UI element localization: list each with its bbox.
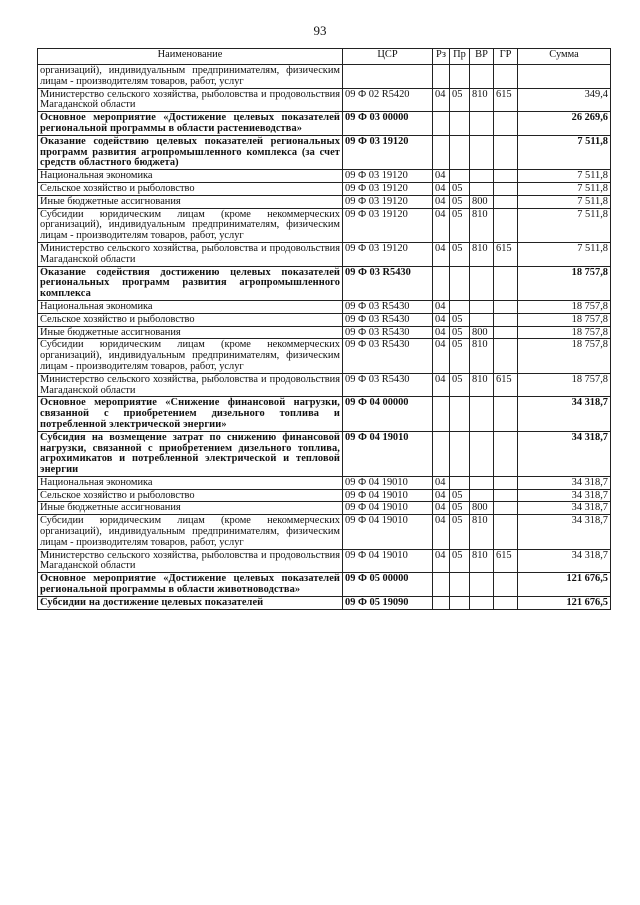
cell-sum: 34 318,7 xyxy=(518,549,611,573)
cell-rz xyxy=(433,266,450,300)
cell-name: Министерство сельского хозяйства, рыболовства и продовольствия Магаданской области xyxy=(38,88,343,112)
cell-csr: 09 Ф 03 R5430 xyxy=(343,339,433,373)
cell-name: Субсидии юридическим лицам (кроме некоммерческих организаций), индивидуальным предпринимателям, физическим лицам - производителям товаров, работ, услуг xyxy=(38,339,343,373)
cell-pr xyxy=(450,476,470,489)
cell-sum: 7 511,8 xyxy=(518,242,611,266)
cell-vr xyxy=(470,170,494,183)
cell-rz xyxy=(433,431,450,476)
cell-pr: 05 xyxy=(450,339,470,373)
cell-csr xyxy=(343,65,433,89)
cell-rz: 04 xyxy=(433,326,450,339)
cell-vr: 810 xyxy=(470,373,494,397)
cell-gr xyxy=(494,313,518,326)
cell-name: Иные бюджетные ассигнования xyxy=(38,502,343,515)
cell-pr xyxy=(450,135,470,169)
cell-name: Основное мероприятие «Достижение целевых показателей региональной программы в области животноводства» xyxy=(38,573,343,597)
cell-csr: 09 Ф 03 00000 xyxy=(343,112,433,136)
cell-csr: 09 Ф 04 19010 xyxy=(343,549,433,573)
cell-gr: 615 xyxy=(494,88,518,112)
cell-csr: 09 Ф 05 00000 xyxy=(343,573,433,597)
cell-gr xyxy=(494,65,518,89)
cell-vr xyxy=(470,182,494,195)
cell-vr xyxy=(470,573,494,597)
cell-gr: 615 xyxy=(494,373,518,397)
cell-gr xyxy=(494,326,518,339)
cell-gr xyxy=(494,300,518,313)
cell-rz: 04 xyxy=(433,300,450,313)
table-row xyxy=(38,313,611,326)
cell-sum: 18 757,8 xyxy=(518,313,611,326)
cell-name: Министерство сельского хозяйства, рыболовства и продовольствия Магаданской области xyxy=(38,242,343,266)
table-row xyxy=(38,373,611,397)
cell-pr: 05 xyxy=(450,502,470,515)
cell-csr: 09 Ф 03 19120 xyxy=(343,242,433,266)
cell-sum: 349,4 xyxy=(518,88,611,112)
table-row xyxy=(38,88,611,112)
table-header-row xyxy=(38,49,611,65)
cell-vr xyxy=(470,397,494,431)
table-row xyxy=(38,502,611,515)
cell-pr: 05 xyxy=(450,195,470,208)
cell-vr xyxy=(470,431,494,476)
table-row xyxy=(38,489,611,502)
cell-vr: 810 xyxy=(470,515,494,549)
cell-gr xyxy=(494,573,518,597)
cell-rz xyxy=(433,397,450,431)
cell-name: Национальная экономика xyxy=(38,300,343,313)
cell-gr xyxy=(494,502,518,515)
cell-name: Сельское хозяйство и рыболовство xyxy=(38,313,343,326)
cell-csr: 09 Ф 03 R5430 xyxy=(343,300,433,313)
table-row xyxy=(38,170,611,183)
cell-csr: 09 Ф 04 19010 xyxy=(343,476,433,489)
cell-sum: 34 318,7 xyxy=(518,502,611,515)
cell-vr xyxy=(470,135,494,169)
cell-csr: 09 Ф 03 R5430 xyxy=(343,266,433,300)
cell-rz: 04 xyxy=(433,242,450,266)
cell-gr xyxy=(494,476,518,489)
cell-gr: 615 xyxy=(494,549,518,573)
cell-pr: 05 xyxy=(450,489,470,502)
cell-name: Оказание содействия достижению целевых показателей региональных программ развития агропромышленного комплекса xyxy=(38,266,343,300)
header-csr: ЦСР xyxy=(343,49,433,65)
cell-rz: 04 xyxy=(433,182,450,195)
table-row xyxy=(38,549,611,573)
table-row xyxy=(38,208,611,242)
cell-vr: 810 xyxy=(470,208,494,242)
cell-pr: 05 xyxy=(450,88,470,112)
header-gr: ГР xyxy=(494,49,518,65)
cell-pr xyxy=(450,170,470,183)
table-row xyxy=(38,182,611,195)
page-number: 93 xyxy=(313,23,327,38)
cell-pr: 05 xyxy=(450,326,470,339)
cell-sum: 18 757,8 xyxy=(518,373,611,397)
cell-csr: 09 Ф 04 19010 xyxy=(343,431,433,476)
table-row xyxy=(38,242,611,266)
table-row xyxy=(38,65,611,89)
cell-vr xyxy=(470,300,494,313)
cell-gr xyxy=(494,515,518,549)
header-name: Наименование xyxy=(38,49,343,65)
cell-name: Субсидии юридическим лицам (кроме некоммерческих организаций), индивидуальным предпринимателям, физическим лицам - производителям товаров, работ, услуг xyxy=(38,515,343,549)
cell-pr: 05 xyxy=(450,242,470,266)
cell-sum: 7 511,8 xyxy=(518,182,611,195)
cell-name: Субсидии на достижение целевых показателей xyxy=(38,596,343,609)
cell-name: Министерство сельского хозяйства, рыболовства и продовольствия Магаданской области xyxy=(38,373,343,397)
cell-name: Субсидия на возмещение затрат по снижению финансовой нагрузки, связанной с приобретением дизельного топлива, агрохимикатов и потребленной электрической и тепловой энергии xyxy=(38,431,343,476)
cell-vr: 800 xyxy=(470,502,494,515)
cell-name: Иные бюджетные ассигнования xyxy=(38,195,343,208)
cell-pr xyxy=(450,266,470,300)
table-row xyxy=(38,397,611,431)
budget-table xyxy=(37,48,611,610)
cell-pr: 05 xyxy=(450,549,470,573)
cell-vr xyxy=(470,266,494,300)
cell-sum: 7 511,8 xyxy=(518,135,611,169)
cell-csr: 09 Ф 05 19090 xyxy=(343,596,433,609)
cell-gr xyxy=(494,339,518,373)
cell-csr: 09 Ф 03 19120 xyxy=(343,195,433,208)
cell-gr: 615 xyxy=(494,242,518,266)
header-rz: Рз xyxy=(433,49,450,65)
cell-vr xyxy=(470,596,494,609)
cell-rz: 04 xyxy=(433,339,450,373)
cell-pr xyxy=(450,596,470,609)
header-vr: ВР xyxy=(470,49,494,65)
cell-pr: 05 xyxy=(450,373,470,397)
cell-name: Сельское хозяйство и рыболовство xyxy=(38,489,343,502)
cell-gr xyxy=(494,195,518,208)
cell-gr xyxy=(494,266,518,300)
table-row xyxy=(38,339,611,373)
cell-vr xyxy=(470,65,494,89)
cell-sum: 18 757,8 xyxy=(518,300,611,313)
cell-rz: 04 xyxy=(433,549,450,573)
cell-csr: 09 Ф 03 19120 xyxy=(343,208,433,242)
cell-sum: 34 318,7 xyxy=(518,489,611,502)
cell-rz: 04 xyxy=(433,489,450,502)
cell-csr: 09 Ф 03 R5430 xyxy=(343,373,433,397)
cell-sum: 34 318,7 xyxy=(518,515,611,549)
cell-vr: 810 xyxy=(470,549,494,573)
cell-name: Министерство сельского хозяйства, рыболовства и продовольствия Магаданской области xyxy=(38,549,343,573)
cell-rz: 04 xyxy=(433,170,450,183)
cell-name: Основное мероприятие «Снижение финансовой нагрузки, связанной с приобретением дизельного топлива и потребленной электрической энергии» xyxy=(38,397,343,431)
cell-csr: 09 Ф 04 19010 xyxy=(343,515,433,549)
cell-pr: 05 xyxy=(450,313,470,326)
cell-pr: 05 xyxy=(450,515,470,549)
table-row xyxy=(38,300,611,313)
table-row xyxy=(38,476,611,489)
cell-sum: 7 511,8 xyxy=(518,170,611,183)
cell-vr: 810 xyxy=(470,88,494,112)
header-pr: Пр xyxy=(450,49,470,65)
cell-pr xyxy=(450,573,470,597)
table-row xyxy=(38,573,611,597)
cell-gr xyxy=(494,112,518,136)
cell-gr xyxy=(494,208,518,242)
cell-pr xyxy=(450,112,470,136)
table-row xyxy=(38,266,611,300)
table-body xyxy=(38,65,611,610)
cell-gr xyxy=(494,135,518,169)
cell-rz xyxy=(433,573,450,597)
cell-csr: 09 Ф 04 00000 xyxy=(343,397,433,431)
cell-gr xyxy=(494,596,518,609)
cell-rz: 04 xyxy=(433,476,450,489)
cell-name: Основное мероприятие «Достижение целевых показателей региональной программы в области растениеводства» xyxy=(38,112,343,136)
cell-name: Иные бюджетные ассигнования xyxy=(38,326,343,339)
cell-gr xyxy=(494,431,518,476)
cell-gr xyxy=(494,182,518,195)
cell-csr: 09 Ф 03 19120 xyxy=(343,182,433,195)
cell-vr: 800 xyxy=(470,195,494,208)
cell-sum: 34 318,7 xyxy=(518,397,611,431)
cell-pr xyxy=(450,397,470,431)
cell-sum: 121 676,5 xyxy=(518,573,611,597)
cell-name: организаций), индивидуальным предпринимателям, физическим лицам - производителям товаров, работ, услуг xyxy=(38,65,343,89)
cell-vr xyxy=(470,112,494,136)
cell-sum xyxy=(518,65,611,89)
cell-rz xyxy=(433,65,450,89)
cell-rz: 04 xyxy=(433,373,450,397)
cell-csr: 09 Ф 02 R5420 xyxy=(343,88,433,112)
cell-sum: 7 511,8 xyxy=(518,195,611,208)
cell-pr xyxy=(450,431,470,476)
cell-gr xyxy=(494,397,518,431)
cell-name: Оказание содействию целевых показателей региональных программ развития агропромышленного комплекса (за счет средств областного бюджета) xyxy=(38,135,343,169)
table-row xyxy=(38,431,611,476)
cell-sum: 34 318,7 xyxy=(518,476,611,489)
cell-rz: 04 xyxy=(433,313,450,326)
cell-rz: 04 xyxy=(433,515,450,549)
cell-pr: 05 xyxy=(450,182,470,195)
cell-rz xyxy=(433,112,450,136)
cell-sum: 26 269,6 xyxy=(518,112,611,136)
cell-rz: 04 xyxy=(433,195,450,208)
table-row xyxy=(38,515,611,549)
cell-name: Субсидии юридическим лицам (кроме некоммерческих организаций), индивидуальным предпринимателям, физическим лицам - производителям товаров, работ, услуг xyxy=(38,208,343,242)
cell-name: Сельское хозяйство и рыболовство xyxy=(38,182,343,195)
table-row xyxy=(38,596,611,609)
cell-rz: 04 xyxy=(433,208,450,242)
cell-rz xyxy=(433,135,450,169)
cell-rz xyxy=(433,596,450,609)
cell-rz: 04 xyxy=(433,88,450,112)
cell-gr xyxy=(494,170,518,183)
cell-csr: 09 Ф 03 R5430 xyxy=(343,313,433,326)
cell-name: Национальная экономика xyxy=(38,476,343,489)
table-row xyxy=(38,326,611,339)
table-row xyxy=(38,135,611,169)
cell-gr xyxy=(494,489,518,502)
cell-pr: 05 xyxy=(450,208,470,242)
cell-sum: 121 676,5 xyxy=(518,596,611,609)
cell-pr xyxy=(450,65,470,89)
cell-sum: 18 757,8 xyxy=(518,339,611,373)
cell-csr: 09 Ф 04 19010 xyxy=(343,502,433,515)
cell-vr: 810 xyxy=(470,242,494,266)
cell-csr: 09 Ф 03 19120 xyxy=(343,170,433,183)
cell-vr xyxy=(470,313,494,326)
table-row xyxy=(38,195,611,208)
cell-vr: 800 xyxy=(470,326,494,339)
cell-csr: 09 Ф 04 19010 xyxy=(343,489,433,502)
cell-sum: 18 757,8 xyxy=(518,326,611,339)
cell-vr xyxy=(470,489,494,502)
cell-name: Национальная экономика xyxy=(38,170,343,183)
table-row xyxy=(38,112,611,136)
header-sum: Сумма xyxy=(518,49,611,65)
cell-csr: 09 Ф 03 R5430 xyxy=(343,326,433,339)
cell-sum: 7 511,8 xyxy=(518,208,611,242)
cell-vr: 810 xyxy=(470,339,494,373)
cell-sum: 34 318,7 xyxy=(518,431,611,476)
cell-csr: 09 Ф 03 19120 xyxy=(343,135,433,169)
cell-vr xyxy=(470,476,494,489)
cell-pr xyxy=(450,300,470,313)
cell-sum: 18 757,8 xyxy=(518,266,611,300)
cell-rz: 04 xyxy=(433,502,450,515)
